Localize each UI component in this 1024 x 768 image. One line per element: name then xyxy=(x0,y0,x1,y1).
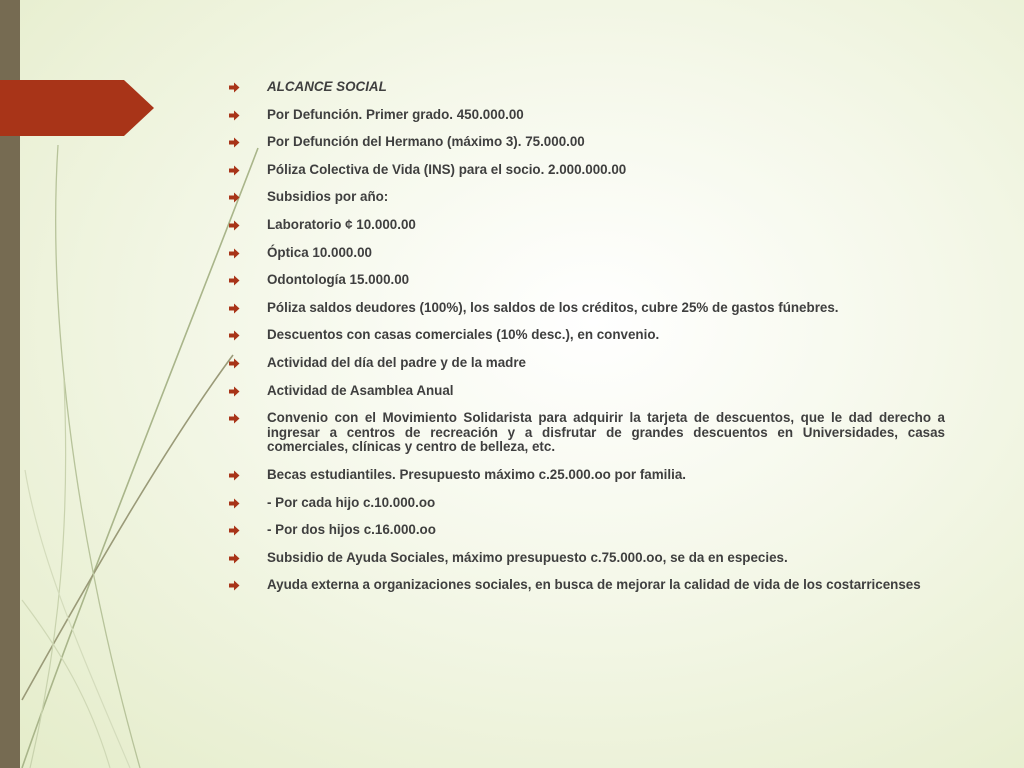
list-item xyxy=(229,218,945,233)
arrow-bullet-icon xyxy=(229,275,240,286)
list-item xyxy=(229,523,945,538)
section-heading xyxy=(229,80,945,95)
list-item xyxy=(229,468,945,483)
list-item xyxy=(229,135,945,150)
arrow-bullet-icon xyxy=(229,303,240,314)
list-item xyxy=(229,246,945,261)
list-item-text: Convenio con el Movimiento Solidarista para adquirir la tarjeta de descuentos, que le dad derecho a ingresar a centros de recreación y a disfrutar de grandes descuentos en Universidades, casas comerciales, clínicas y centro de belleza, etc. xyxy=(267,410,945,455)
list-item xyxy=(229,190,945,205)
arrow-bullet-icon xyxy=(229,192,240,203)
arrow-bullet-icon xyxy=(229,358,240,369)
list-item-text: Descuentos con casas comerciales (10% desc.), en convenio. xyxy=(267,327,660,343)
list-item-text: Actividad del día del padre y de la madre xyxy=(267,354,526,370)
list-item-text: ALCANCE SOCIAL xyxy=(267,79,387,94)
list-item-text: - Por dos hijos c.16.000.oo xyxy=(267,522,436,538)
arrow-bullet-icon xyxy=(229,110,240,121)
list-item-text: Laboratorio ¢ 10.000.00 xyxy=(267,216,416,232)
arrow-bullet-icon xyxy=(229,525,240,536)
arrow-bullet-icon xyxy=(229,82,240,93)
list-item-text: Actividad de Asamblea Anual xyxy=(267,382,454,398)
list-item xyxy=(229,301,945,316)
arrow-bullet-icon xyxy=(229,553,240,564)
accent-arrow-tab xyxy=(0,80,156,136)
list-item-text: Por Defunción. Primer grado. 450.000.00 xyxy=(267,106,524,122)
list-item-text: Becas estudiantiles. Presupuesto máximo c.25.000.oo por familia. xyxy=(267,466,686,482)
list-item xyxy=(229,384,945,399)
bullet-list xyxy=(229,80,945,606)
list-item xyxy=(229,411,945,455)
list-item-text: Por Defunción del Hermano (máximo 3). 75.000.00 xyxy=(267,134,585,150)
list-item xyxy=(229,496,945,511)
arrow-bullet-icon xyxy=(229,498,240,509)
list-item xyxy=(229,578,945,593)
list-item-text: Póliza saldos deudores (100%), los saldos de los créditos, cubre 25% de gastos fúnebres. xyxy=(267,299,839,315)
arrow-bullet-icon xyxy=(229,470,240,481)
list-item-text: Póliza Colectiva de Vida (INS) para el socio. 2.000.000.00 xyxy=(267,161,627,177)
list-item-text: Odontología 15.000.00 xyxy=(267,272,410,288)
arrow-bullet-icon xyxy=(229,330,240,341)
list-item xyxy=(229,551,945,566)
arrow-bullet-icon xyxy=(229,413,240,424)
arrow-bullet-icon xyxy=(229,165,240,176)
list-item xyxy=(229,328,945,343)
list-item xyxy=(229,163,945,178)
list-item-text: - Por cada hijo c.10.000.oo xyxy=(267,494,436,510)
list-item-text: Óptica 10.000.00 xyxy=(267,244,372,260)
list-item-text: Subsidio de Ayuda Sociales, máximo presupuesto c.75.000.oo, se da en especies. xyxy=(267,549,788,565)
list-item xyxy=(229,356,945,371)
list-item xyxy=(229,108,945,123)
arrow-bullet-icon xyxy=(229,580,240,591)
arrow-bullet-icon xyxy=(229,220,240,231)
list-item-text: Subsidios por año: xyxy=(267,189,389,205)
arrow-bullet-icon xyxy=(229,248,240,259)
list-item-text: Ayuda externa a organizaciones sociales, en busca de mejorar la calidad de vida de los costarricenses xyxy=(267,577,921,593)
list-item xyxy=(229,273,945,288)
arrow-bullet-icon xyxy=(229,386,240,397)
arrow-bullet-icon xyxy=(229,137,240,148)
